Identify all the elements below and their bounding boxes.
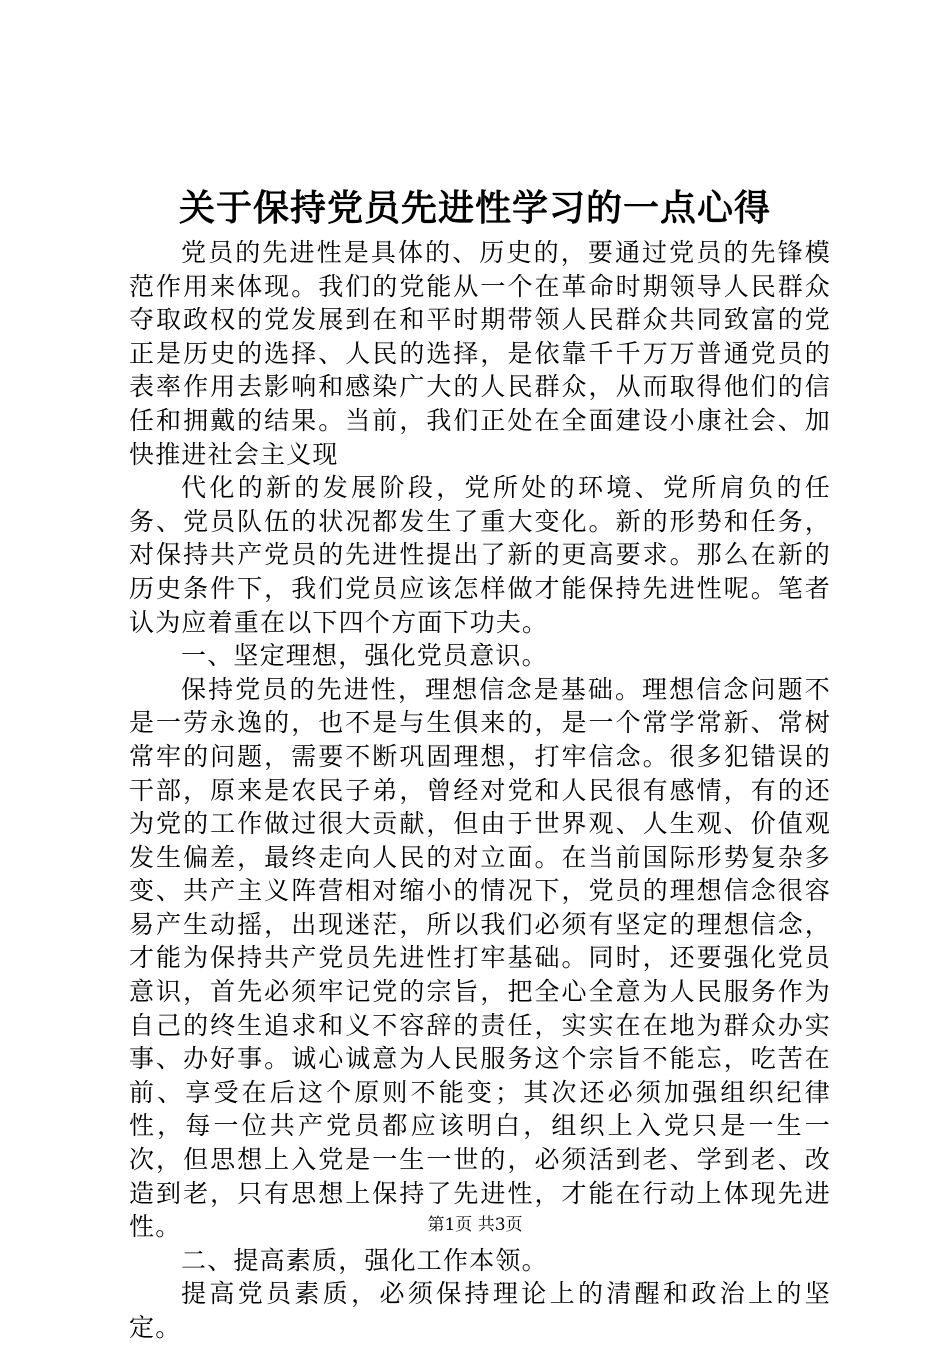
- document-title: 关于保持党员先进性学习的一点心得: [178, 187, 771, 229]
- document-body: [129, 236, 831, 1345]
- paragraph: 代化的新的发展阶段，党所处的环境、党所肩负的任务、党员队伍的状况都发生了重大变化。新的形势和任务，对保持共产党员的先进性提出了新的更高要求。那么在新的历史条件下，我们党员应该怎样做才能保持先进性呢。笔者认为应着重在以下四个方面下功夫。: [129, 473, 831, 637]
- section-heading: 二、提高素质，强化工作本领。: [181, 1245, 548, 1275]
- section-heading: 一、坚定理想，强化党员意识。: [181, 641, 548, 671]
- paragraph: 提高党员素质，必须保持理论上的清醒和政治上的坚定。: [129, 1279, 831, 1342]
- paragraph: 党员的先进性是具体的、历史的，要通过党员的先锋模范作用来体现。我们的党能从一个在革命时期领导人民群众夺取政权的党发展到在和平时期带领人民群众共同致富的党正是历史的选择、人民的选择，是依靠千千万万普通党员的表率作用去影响和感染广大的人民群众，从而取得他们的信任和拥戴的结果。当前，我们正处在全面建设小康社会、加快推进社会主义现: [129, 238, 831, 469]
- paragraph: 保持党员的先进性，理想信念是基础。理想信念问题不是一劳永逸的，也不是与生俱来的，是一个常学常新、常树常牢的问题，需要不断巩固理想，打牢信念。很多犯错误的干部，原来是农民子弟，曾经对党和人民很有感情，有的还为党的工作做过很大贡献，但由于世界观、人生观、价值观发生偏差，最终走向人民的对立面。在当前国际形势复杂多变、共产主义阵营相对缩小的情况下，党员的理想信念很容易产生动摇，出现迷茫，所以我们必须有坚定的理想信念，才能为保持共产党员先进性打牢基础。同时，还要强化党员意识，首先必须牢记党的宗旨，把全心全意为人民服务作为自己的终生追求和义不容辞的责任，实实在在地为群众办实事、办好事。诚心诚意为人民服务这个宗旨不能忘，吃苦在前、享受在后这个原则不能变；其次还必须加强组织纪律性，每一位共产党员都应该明白，组织上入党只是一生一次，但思想上入党是一生一世的，必须活到老、学到老、改造到老，只有思想上保持了先进性，才能在行动上体现先进性。: [129, 674, 831, 1242]
- page-footer: 第1页 共3页: [427, 1215, 523, 1235]
